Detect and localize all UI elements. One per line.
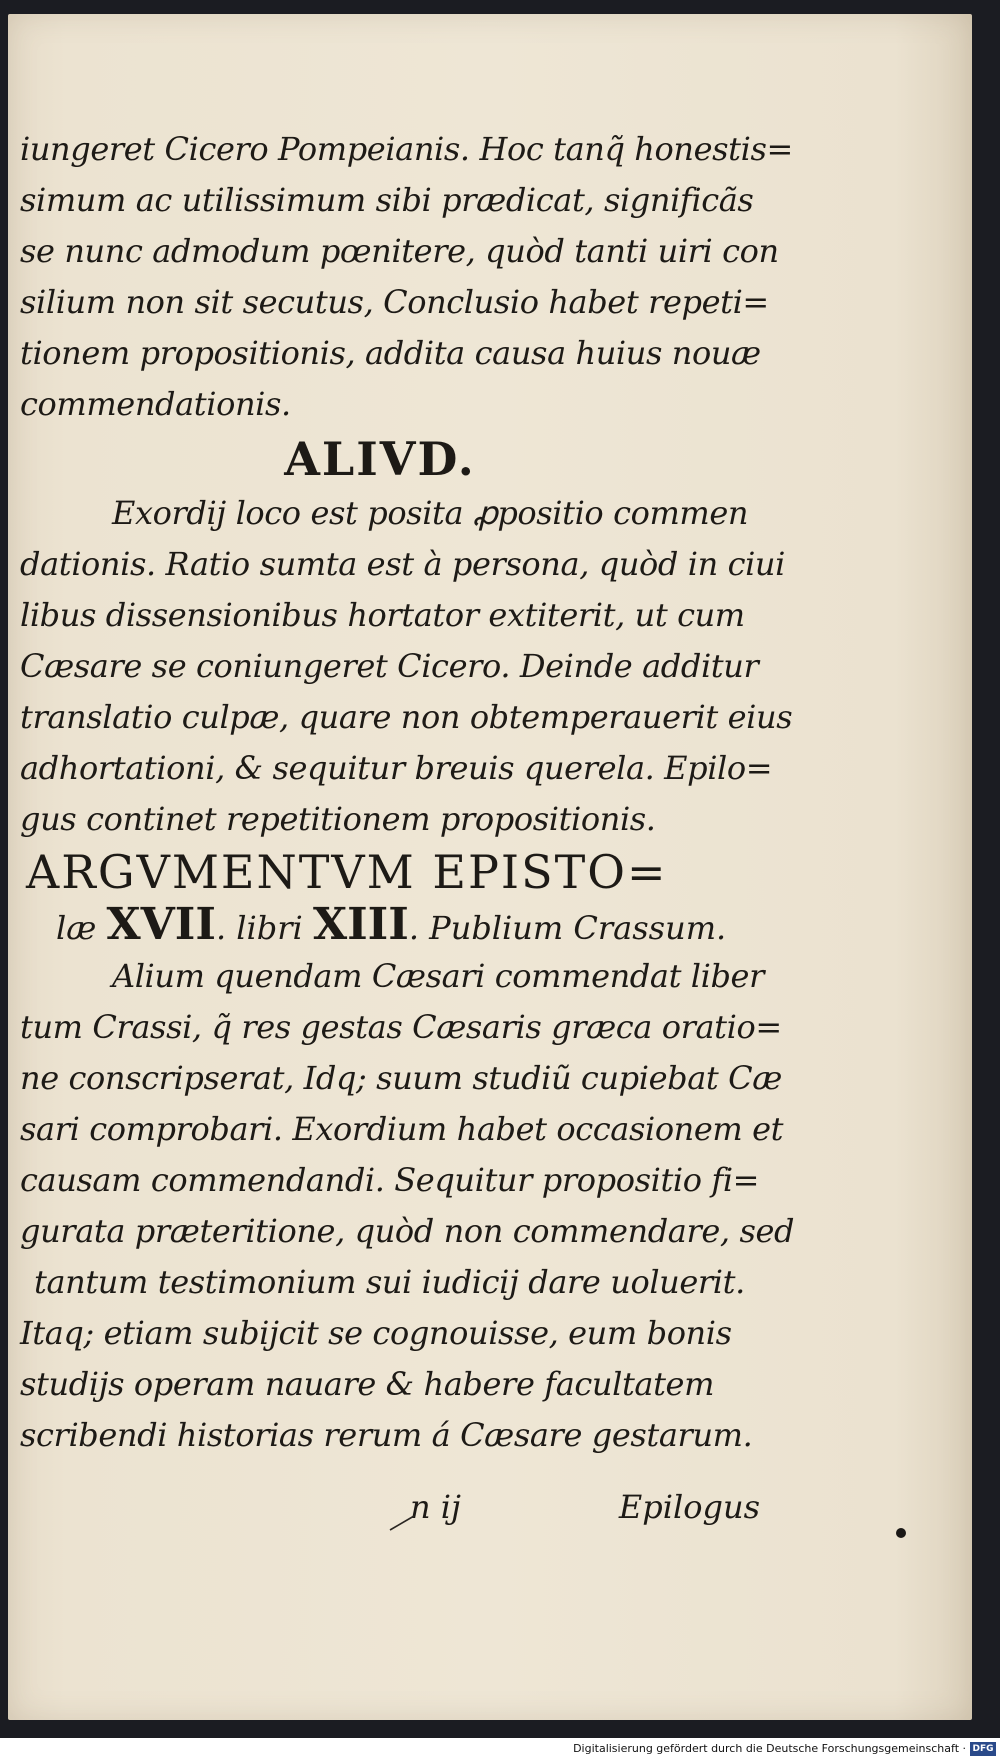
subheading-numeral: XVII bbox=[106, 899, 216, 950]
subheading-part: . libri bbox=[215, 909, 313, 947]
text-line: tantum testimonium sui iudicij dare uoluerit. bbox=[34, 1263, 745, 1301]
text-line: gus continet repetitionem propositionis. bbox=[20, 800, 656, 838]
text-line: libus dissensionibus hortator extiterit, ut cum bbox=[20, 596, 745, 634]
section-heading-aliud: ALIVD. bbox=[284, 432, 476, 486]
text-line: Itaq; etiam subijcit se cognouisse, eum bonis bbox=[20, 1314, 732, 1352]
text-line: commendationis. bbox=[20, 385, 291, 423]
text-line: studijs operam nauare & habere facultatem bbox=[20, 1365, 715, 1403]
text-line: tum Crassi, q̃ res gestas Cæsaris græca oratio= bbox=[20, 1008, 782, 1046]
text-line: gurata præteritione, quòd non commendare, sed bbox=[20, 1212, 795, 1250]
text-line: iungeret Cicero Pompeianis. Hoc tanq̃ honestis= bbox=[20, 130, 793, 168]
text-line: causam commendandi. Sequitur propositio fi= bbox=[20, 1161, 760, 1199]
text-line: translatio culpæ, quare non obtemperauerit eius bbox=[20, 698, 793, 736]
subheading-part: . Publium Crassum. bbox=[408, 909, 727, 947]
section-heading-argumentum: ARGVMENTVM EPISTO= bbox=[26, 845, 668, 899]
subheading-numeral: XIII bbox=[312, 899, 409, 950]
text-line: tionem propositionis, addita causa huius nouæ bbox=[20, 334, 761, 372]
digitization-credit-bar bbox=[0, 1738, 1000, 1762]
section-subheading bbox=[20, 899, 760, 951]
pen-stroke-mark bbox=[388, 1512, 418, 1532]
text-line: scribendi historias rerum á Cæsare gestarum. bbox=[20, 1416, 753, 1454]
text-line: simum ac utilissimum sibi prædicat, significãs bbox=[20, 181, 754, 219]
signature-mark: n ij bbox=[410, 1488, 461, 1526]
ink-dot bbox=[896, 1528, 906, 1538]
text-line: silium non sit secutus, Conclusio habet repeti= bbox=[20, 283, 769, 321]
text-line: se nunc admodum pœnitere, quòd tanti uiri con bbox=[20, 232, 779, 270]
text-line: adhortationi, & sequitur breuis querela. Epilo= bbox=[20, 749, 773, 787]
text-line: sari comprobari. Exordium habet occasionem et bbox=[20, 1110, 784, 1148]
subheading-part: læ bbox=[56, 909, 107, 947]
text-line: ne conscripserat, Idq; suum studiũ cupiebat Cæ bbox=[20, 1059, 782, 1097]
dfg-logo: DFG bbox=[970, 1742, 996, 1756]
page-text bbox=[20, 124, 795, 1461]
catchword: Epilogus bbox=[618, 1488, 760, 1526]
text-line: Exordij loco est posita ꝓpositio commen bbox=[112, 494, 749, 532]
text-line: dationis. Ratio sumta est à persona, quòd in ciui bbox=[20, 545, 785, 583]
text-line: Alium quendam Cæsari commendat liber bbox=[112, 957, 764, 995]
text-line: Cæsare se coniungeret Cicero. Deinde additur bbox=[20, 647, 759, 685]
dfg-credit-text: Digitalisierung gefördert durch die Deutsche Forschungsgemeinschaft · bbox=[573, 1742, 966, 1755]
